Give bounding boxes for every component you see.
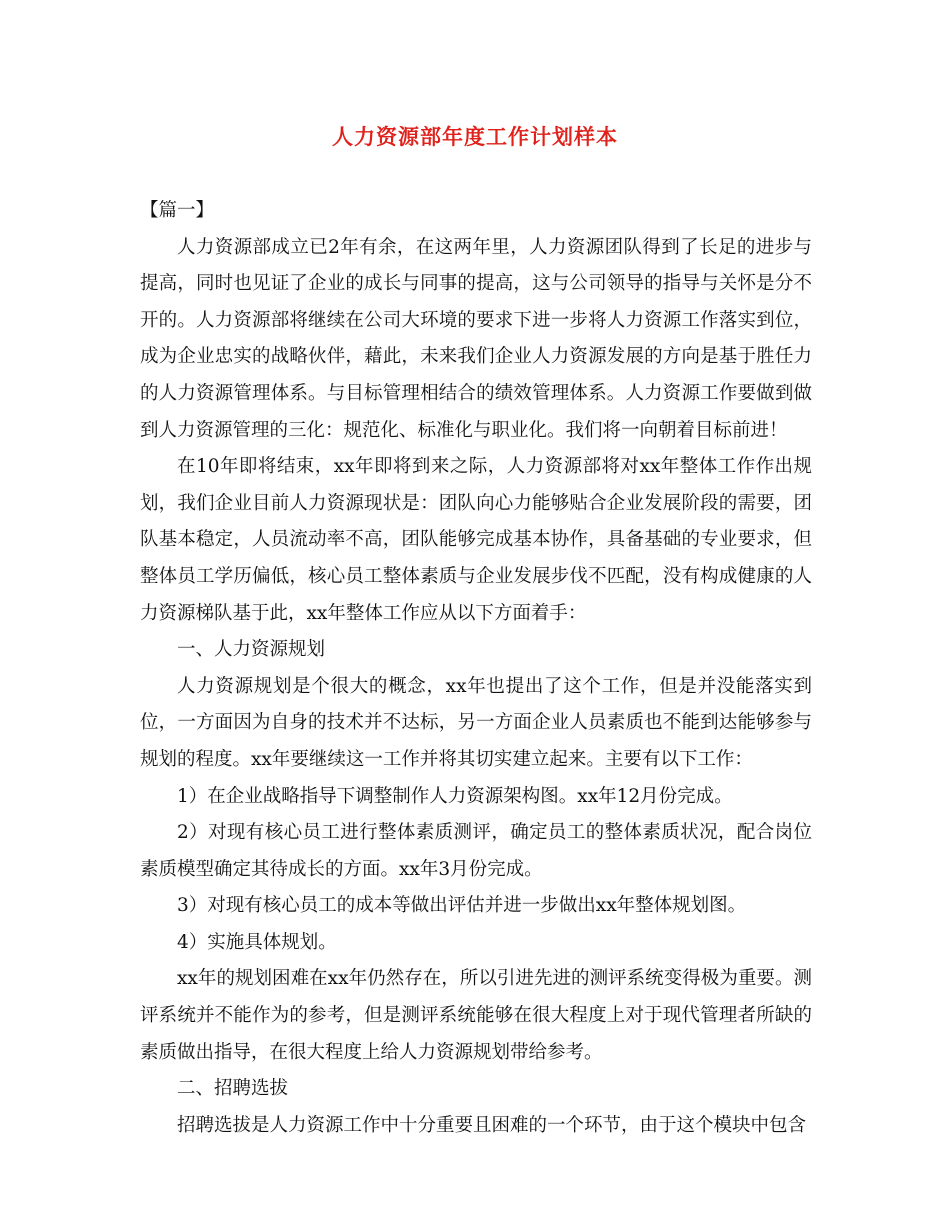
- paragraph-intro: 人力资源部成立已2年有余，在这两年里，人力资源团队得到了长足的进步与提高，同时也见证了企业的成长与同事的提高，这与公司领导的指导与关怀是分不开的。人力资源部将继续在公司大环境的要求下进一步将人力资源工作落实到位，成为企业忠实的战略伙伴，藉此，未来我们企业人力资源发展的方向是基于胜任力的人力资源管理体系。与目标管理相结合的绩效管理体系。人力资源工作要做到做到人力资源管理的三化：规范化、标准化与职业化。我们将一向朝着目标前进！: [140, 236, 812, 441]
- heading-recruitment: 二、招聘选拔: [177, 1078, 289, 1100]
- paragraph-assessment: xx年的规划困难在xx年仍然存在，所以引进先进的测评系统变得极为重要。测评系统并不能作为的参考，但是测评系统能够在很大程度上对于现代管理者所缺的素质做出指导，在很大程度上给人力资源规划带给参考。: [140, 968, 812, 1063]
- list-item: 3）对现有核心员工的成本等做出评估并进一步做出xx年整体规划图。: [177, 895, 747, 917]
- document-body: [140, 193, 812, 1144]
- document-title: 人力资源部年度工作计划样本: [332, 124, 618, 149]
- list-item: 2）对现有核心员工进行整体素质测评，确定员工的整体素质状况，配合岗位素质模型确定其待成长的方面。xx年3月份完成。: [140, 822, 812, 880]
- paragraph-recruitment: 招聘选拔是人力资源工作中十分重要且困难的一个环节，由于这个模块中包含: [177, 1114, 807, 1136]
- list-item: 1）在企业战略指导下调整制作人力资源架构图。xx年12月份完成。: [177, 785, 733, 807]
- paragraph-status: 在10年即将结束，xx年即将到来之际，人力资源部将对xx年整体工作作出规划，我们企业目前人力资源现状是：团队向心力能够贴合企业发展阶段的需要，团队基本稳定，人员流动率不高，团队能够完成基本协作，具备基础的专业要求，但整体员工学历偏低，核心员工整体素质与企业发展步伐不匹配，没有构成健康的人力资源梯队基于此，xx年整体工作应从以下方面着手：: [140, 456, 812, 624]
- section-heading: 【篇一】: [140, 200, 215, 221]
- list-item: 4）实施具体规划。: [177, 931, 337, 953]
- heading-hr-planning: 一、人力资源规划: [177, 639, 326, 661]
- paragraph-hr-planning: 人力资源规划是个很大的概念，xx年也提出了这个工作，但是并没能落实到位，一方面因为自身的技术并不达标，另一方面企业人员素质也不能到达能够参与规划的程度。xx年要继续这一工作并将其切实建立起来。主要有以下工作：: [140, 675, 812, 770]
